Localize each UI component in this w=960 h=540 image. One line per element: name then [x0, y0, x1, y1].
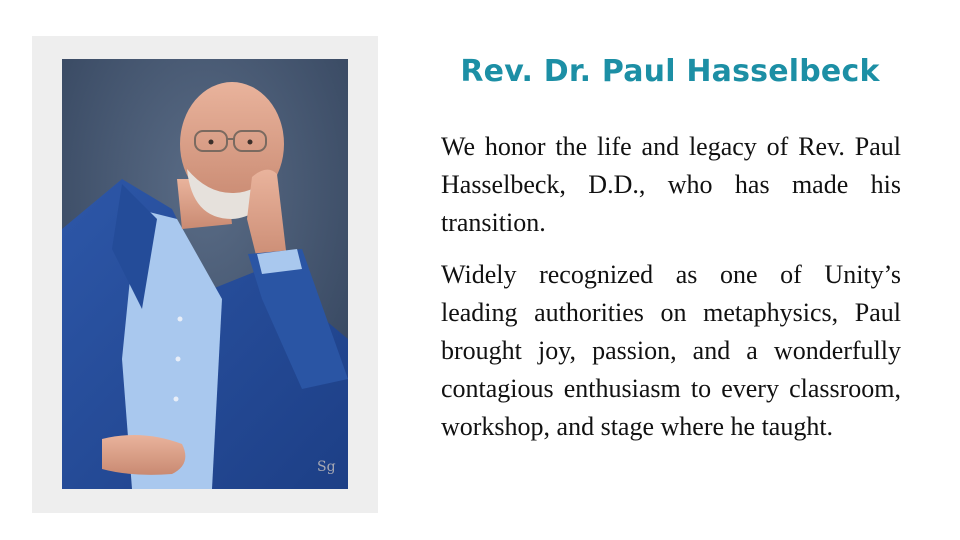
- tribute-paragraph-1: We honor the life and legacy of Rev. Paul Hasselbeck, D.D., who has made his transition.: [441, 132, 901, 237]
- svg-text:Sg: Sg: [317, 459, 336, 475]
- tribute-text: [441, 128, 901, 446]
- tribute-paragraph-2: Widely recognized as one of Unity’s leading authorities on metaphysics, Paul brought joy, passion, and a wonderfully contagious enthusiasm to every classroom, workshop, and stage where he taught.: [441, 260, 901, 441]
- page-title: Rev. Dr. Paul Hasselbeck: [460, 54, 880, 89]
- portrait-photo: [62, 59, 348, 489]
